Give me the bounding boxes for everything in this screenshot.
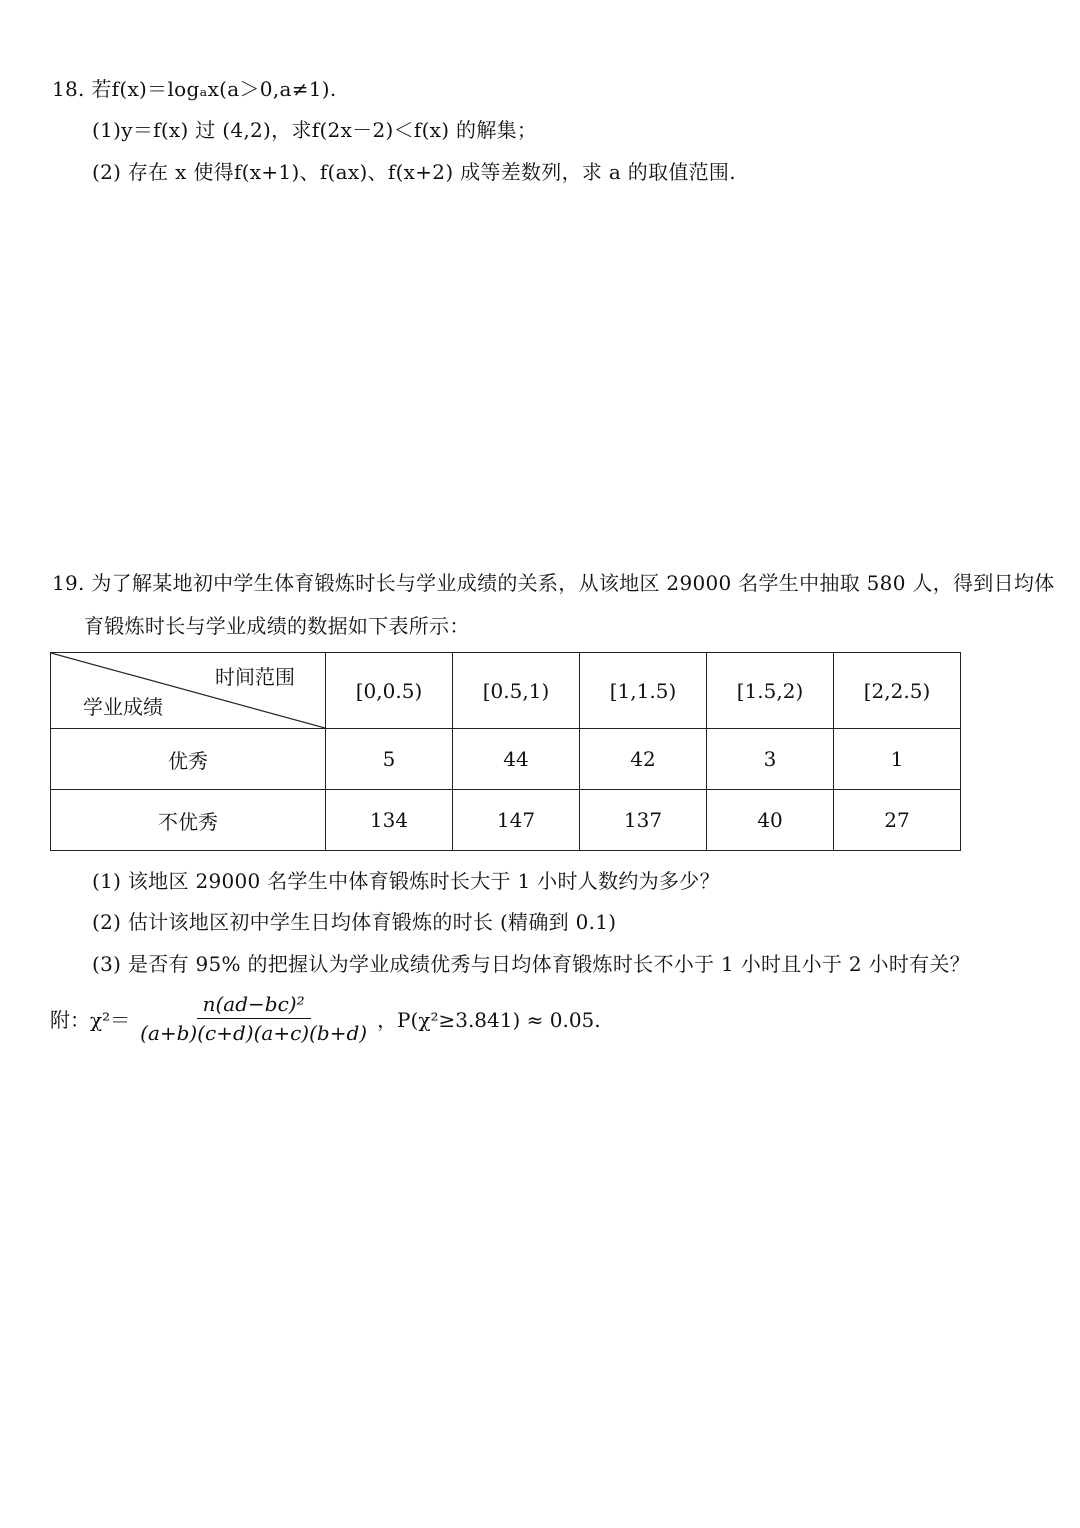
table-row: [51, 729, 961, 790]
table-cell: 137: [580, 790, 707, 851]
table-cell: 147: [453, 790, 580, 851]
table-cell: 3: [707, 729, 834, 790]
column-header: [0,0.5): [326, 653, 453, 729]
table-cell: 5: [326, 729, 453, 790]
q18-part1: (1)y＝f(x) 过 (4,2)，求f(2x－2)＜f(x) 的解集；: [92, 118, 538, 142]
column-header: [2,2.5): [834, 653, 961, 729]
formula-prefix: 附：χ²＝: [50, 1007, 131, 1032]
corner-label-score: 学业成绩: [83, 695, 163, 719]
table-corner-cell: [51, 653, 326, 729]
q19-stem-line2: 育锻炼时长与学业成绩的数据如下表所示：: [84, 614, 470, 638]
table-cell: 42: [580, 729, 707, 790]
formula-denominator: (a+b)(c+d)(a+c)(b+d): [140, 1020, 368, 1045]
table-cell: 44: [453, 729, 580, 790]
formula-suffix: ，P(χ²≥3.841) ≈ 0.05.: [377, 1007, 601, 1032]
data-table: [50, 652, 961, 851]
table-cell: 134: [326, 790, 453, 851]
q19-part3: (3) 是否有 95% 的把握认为学业成绩优秀与日均体育锻炼时长不小于 1 小时且小于 2 小时有关？: [92, 952, 971, 976]
row-label: 优秀: [51, 729, 326, 790]
corner-label-time: 时间范围: [215, 665, 295, 689]
q18-stem: 18. 若f(x)＝logₐx(a＞0,a≠1).: [52, 77, 337, 101]
q19-part2: (2) 估计该地区初中学生日均体育锻炼的时长 (精确到 0.1): [92, 910, 617, 934]
table-cell: 1: [834, 729, 961, 790]
q19-part1: (1) 该地区 29000 名学生中体育锻炼时长大于 1 小时人数约为多少？: [92, 869, 720, 893]
table-header-row: [51, 653, 961, 729]
row-label: 不优秀: [51, 790, 326, 851]
formula-fraction: [134, 992, 373, 1045]
q18-part2: (2) 存在 x 使得f(x+1)、f(ax)、f(x+2) 成等差数列，求 a 的取值范围.: [92, 160, 736, 184]
table-cell: 27: [834, 790, 961, 851]
formula-numerator: n(ad−bc)²: [197, 992, 311, 1019]
q19-stem-line1: 19. 为了解某地初中学生体育锻炼时长与学业成绩的关系，从该地区 29000 名学生中抽取 580 人，得到日均体: [52, 571, 1055, 595]
table-row: [51, 790, 961, 851]
chi-square-formula: [50, 988, 601, 1048]
column-header: [1.5,2): [707, 653, 834, 729]
table-cell: 40: [707, 790, 834, 851]
column-header: [0.5,1): [453, 653, 580, 729]
column-header: [1,1.5): [580, 653, 707, 729]
